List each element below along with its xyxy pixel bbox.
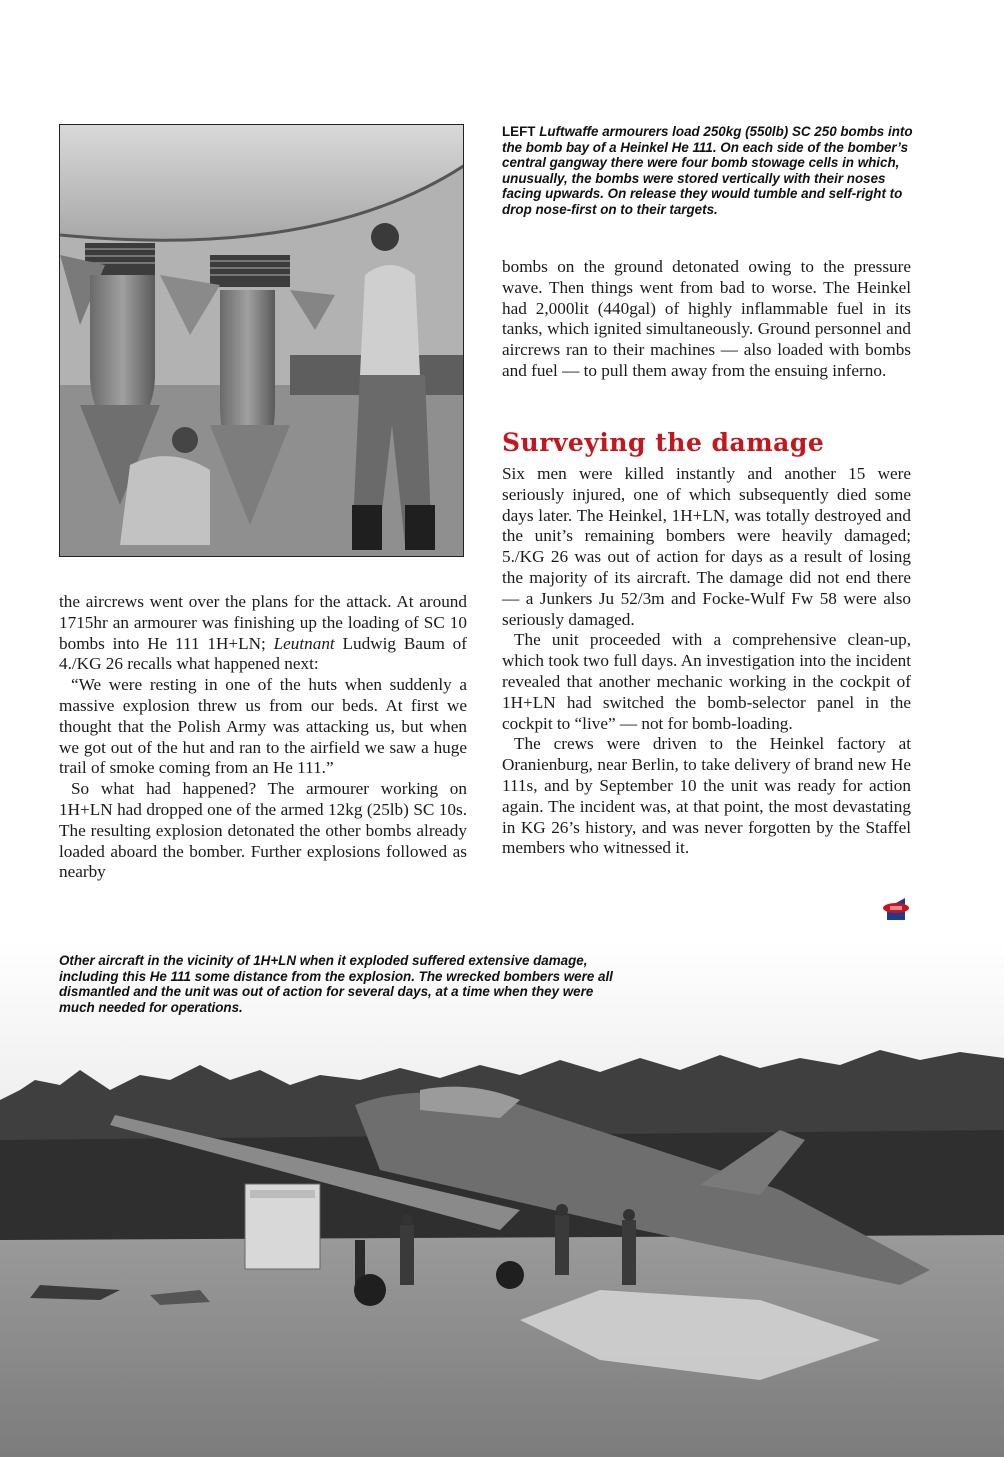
wrecked-bomber-photo <box>0 940 1004 1457</box>
right-column-top-text <box>502 257 911 382</box>
bottom-photo-caption: Other aircraft in the vicinity of 1H+LN when it exploded suffered extensive damage, including this He 111 some distance from the explosion. The wrecked bombers were all dismantled and the unit was out of action for several days, at a time when they were much needed for operations. <box>59 953 613 1015</box>
paragraph-part: Ludwig Baum of 4./KG 26 recalls what happened next: <box>59 633 468 674</box>
right-column-bottom-text <box>502 464 911 859</box>
paragraph: The crews were driven to the Heinkel factory at Oranienburg, near Berlin, to take delivery of brand new He 111s, and by September 10 the unit was ready for action again. The incident was, at that point, the most devastating in KG 26’s history, and was never forgotten by the Staffel members who witnessed it. <box>502 734 911 858</box>
quote-paragraph: “We were resting in one of the huts when suddenly a massive explosion threw us from our beds. At first we thought that the Polish Army was attacking us, but when we got out of the hut and ran to the airfield we saw a huge trail of smoke coming from an He 111.” <box>59 675 467 778</box>
paragraph: Six men were killed instantly and another 15 were seriously injured, one of which subsequently died some days later. The Heinkel, 1H+LN, was totally destroyed and the unit’s remaining bombers were heavily damaged; 5./KG 26 was out of action for days as a result of losing the majority of its aircraft. The damage did not end there — a Junkers Ju 52/3m and Focke-Wulf Fw 58 were also seriously damaged. <box>502 464 911 629</box>
caption-text: Luftwaffe armourers load 250kg (550lb) SC 250 bombs into the bomb bay of a Heinkel He 111. On each side of the bomber’s central gangway there were four bomb stowage cells in which, unusually, the bombs were stored vertically with their noses facing upwards. On release they would tumble and self-right to drop nose-first on to their targets. <box>502 124 913 217</box>
caption-lead: LEFT <box>502 124 536 139</box>
left-column-text <box>59 592 467 883</box>
paragraph-part: the aircrews went over the plans for the attack. At around 1715hr an armourer was finishing up the loading of SC 10 bombs into He 111 1H+LN; <box>59 592 467 653</box>
paragraph: The unit proceeded with a comprehensive clean-up, which took two full days. An investigation into the incident revealed that another mechanic working in the cockpit of 1H+LN had switched the bomb-selector panel in the cockpit to “live” — not for bomb-loading. <box>502 630 911 733</box>
armourers-loading-bombs-photo <box>59 124 464 557</box>
end-of-article-logo-icon <box>883 894 909 924</box>
paragraph: So what had happened? The armourer working on 1H+LN had dropped one of the armed 12kg (25lb) SC 10s. The resulting explosion detonated the other bombs already loaded aboard the bomber. Further explosions followed as nearby <box>59 779 467 882</box>
rank-italic: Leutnant <box>273 633 335 653</box>
paragraph <box>59 592 467 675</box>
top-photo-caption <box>502 124 914 218</box>
paragraph: bombs on the ground detonated owing to the pressure wave. Then things went from bad to worse. The Heinkel had 2,000lit (440gal) of highly inflammable fuel in its tanks, which ignited simultaneously. Ground personnel and aircrews ran to their machines — also loaded with bombs and fuel — to pull them away from the ensuing inferno. <box>502 257 911 380</box>
section-heading: Surveying the damage <box>502 428 825 457</box>
